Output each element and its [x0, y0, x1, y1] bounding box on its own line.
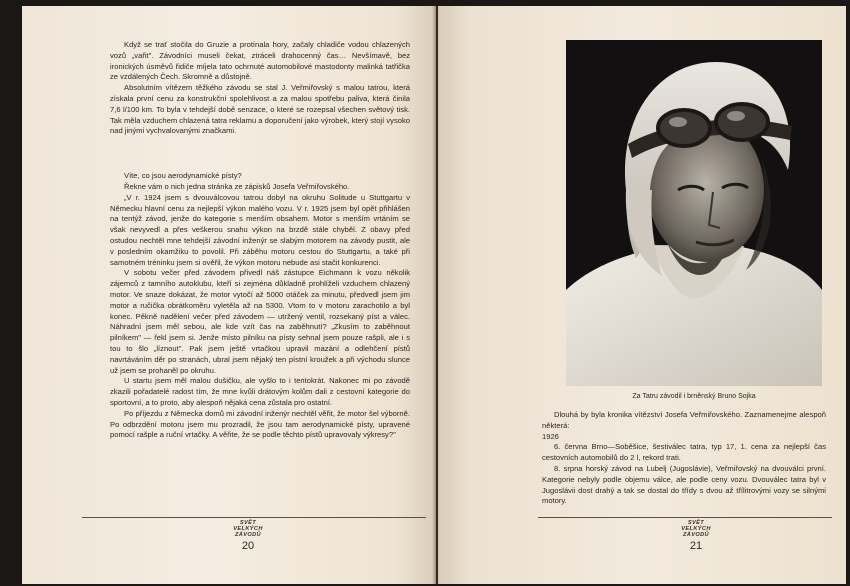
open-book — [22, 6, 846, 584]
paragraph: Víte, co jsou aerodynamické písty? — [124, 171, 242, 181]
logo-line: SVĚT — [239, 520, 257, 526]
paragraph: U startu jsem měl malou dušičku, ale vyšlo to i tentokrát. Nakonec mi po závodě zkazili pořadatelé radost tím, že mne kvůli drátovým kolům dali z cestovní kategorie do sportovní, a to proto, aby alespoň nějaká cena zůstala pro ostatní. — [110, 376, 410, 407]
paragraph: „V r. 1924 jsem s dvouválcovou tatrou dobyl na okruhu Solitude u Stuttgartu v Německu hlavní cenu za nejlepší výkon malého vozu. V r. 1925 jsem byl opět přihlášen na tentýž závod, jenže do kategorie s menším obsahem. Motor s menším vrtáním se však nevyvedl a přes veškerou snahu výkon na brzdě stále chyběl. Z obavy před ostudou nechtěl mne tehdejší závodní inženýr se slabým motorem na závody pustit, ale v posledním okamžiku to povolil. Při záběhu motoru cestou do Stuttgartu, a také při samotném tréninku jsem si ověřil, že výkon motoru nebude asi stačit konkurenci. — [110, 192, 410, 267]
photo-caption: Za Tatru závodil i brněnský Bruno Sojka — [632, 393, 756, 400]
series-logo — [666, 520, 726, 539]
paragraph: Když se trať stočila do Gruzie a protínala hory, začaly chladiče vodou chlazených vozů „vařit". Závodníci museli čekat, ztráceli drahocenný čas… Nevšímavě, bez ironických úsměvů řidiče míjela tato ochrnuté automobilové mastodonty malinká tatřička ze vzdálených Čech. Skromně a důstojně. — [110, 40, 410, 82]
logo-line: SVĚT — [687, 520, 705, 526]
paragraph: Řekne vám o nich jedna stránka ze zápisků Josefa Veřmiřovského. — [124, 181, 350, 191]
logo-line: ZÁVODŮ — [682, 532, 710, 539]
footer-rule — [82, 517, 426, 518]
portrait-photo — [566, 40, 822, 386]
logo-line: VELKÝCH — [233, 526, 263, 533]
page-number: 21 — [689, 540, 703, 552]
page-number: 20 — [241, 540, 255, 552]
paragraph: V sobotu večer před závodem přivedl náš zástupce Eichmann k vozu několik zájemců z tamního autoklubu, kteří si zejména důkladně prohlíželi vzduchem chlazený motor. Ve snaze dokázat, že motor vytočí až 5000 otáček za minutu, předvedl jsem jim motor a ručička obrátkoměru vyletěla až na 5300. Vtom to v motoru zarachotilo a byl konec. Pěkně nadělení večer před závodem — utržený ventil, rozsekaný píst a válec. Náhradní jsem měl sebou, ale kde vzít čas na zaběhnutí? „Zkusím to zaběhnout pilníkem" — řekl jsem si. Jenže místo pilníku na písty sehnal jsem pouze rašpli, ale i s tou to šlo „líznout". Pak jsem ještě vrtačkou upravil mazání a odlehčení pístů navrtáváním děr po stranách, ubral jsem nějaký ten pístní kroužek a při východu slunce už jsem se prohaněl po okruhu. — [110, 268, 410, 375]
paragraph: Absolutním vítězem těžkého závodu se stal J. Veřmiřovský s malou tatrou, která získala první cenu za konstrukční spolehlivost a za malou spotřebu paliva, která činila 7,6 l/100 km. To byla v tehdejší době senzace, o které se rozepsal všechen světový tisk. Tak měla vzduchem chlazená tatra reklamu a doporučení jako výrobek, který stojí vysoko nad jinými vychvalovanými značkami. — [110, 83, 410, 136]
series-logo — [218, 520, 278, 539]
paragraph: 6. června Brno—Soběšice, šestiválec tatra, typ 17, 1. cena za nejlepší čas cestovních automobilů do 2 l, rekord trati. — [542, 442, 826, 463]
racing-driver-portrait — [566, 40, 822, 386]
year-heading: 1926 — [542, 431, 559, 441]
left-page — [22, 6, 436, 584]
right-text-column — [542, 410, 826, 507]
right-page — [438, 6, 846, 584]
paragraph: Dlouhá by byla kronika vítězství Josefa Veřmiřovského. Zaznamenejme alespoň některá: — [542, 410, 826, 430]
left-text-column — [110, 40, 410, 441]
logo-line: ZÁVODŮ — [234, 532, 262, 539]
paragraph: Po příjezdu z Německa domů mi závodní inženýr nechtěl věřit, že motor šel výborně. Po odbrzdění motoru jsem mu prozradil, že jsou tam aerodynamické písty, upravené pomocí rašple a ruční vrtačky. A věřite, že se podle těchto pístů upravovaly výkresy?" — [110, 408, 410, 440]
logo-line: VELKÝCH — [681, 526, 711, 533]
paragraph: 8. srpna horský závod na Lubelj (Jugoslávie), Veřmiřovský na dvouválci první. Kategorie nebyly podle objemu válce, ale podle ceny vozu. Dvouválec tatra byl v Jugoslávii dost drahý a tak se dostal do třídy s dvou až třílitrovými vozy se silnými motory. — [542, 463, 826, 506]
footer-rule — [538, 517, 832, 518]
